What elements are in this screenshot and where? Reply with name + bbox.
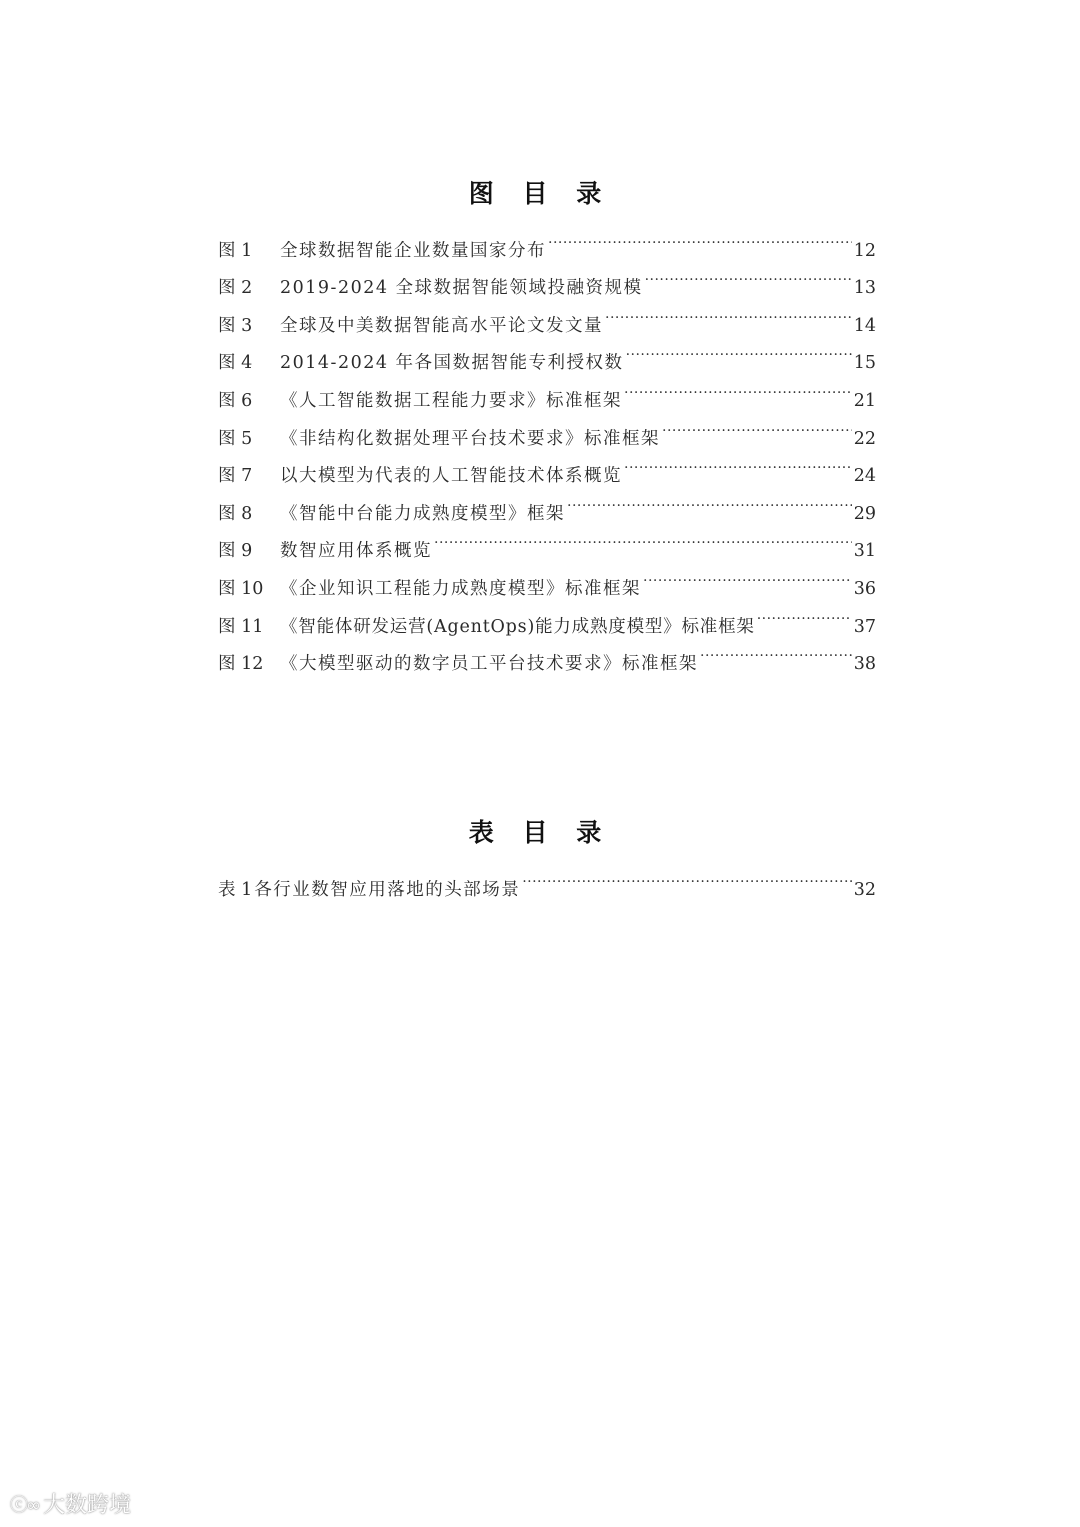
tables-toc (218, 857, 876, 900)
figures-toc (218, 218, 876, 675)
toc-entry-page: 24 (853, 466, 876, 487)
dot-leader (624, 444, 852, 482)
dot-leader (605, 293, 852, 331)
toc-entry-title: 各行业数智应用落地的头部场景 (254, 879, 521, 900)
toc-entry-page: 21 (853, 390, 876, 411)
dot-leader (567, 481, 852, 519)
toc-entry-table-1[interactable] (218, 857, 876, 900)
toc-entry-label: 图 7 (218, 466, 253, 487)
toc-entry-page: 32 (853, 879, 876, 900)
toc-entry-label: 图 12 (218, 654, 264, 675)
toc-entry-page: 38 (853, 654, 876, 675)
dot-leader (624, 368, 852, 406)
toc-entry-title: 2014-2024 年各国数据智能专利授权数 (280, 353, 624, 374)
toc-entry-label: 图 10 (218, 578, 264, 599)
toc-entry-label: 图 2 (218, 278, 253, 299)
toc-entry-title: 全球数据智能企业数量国家分布 (280, 240, 546, 261)
watermark-text: 大数跨境 (43, 1493, 132, 1518)
figures-toc-title: 图 目 录 (468, 179, 612, 208)
toc-entry-label: 图 6 (218, 390, 253, 411)
toc-entry-page: 37 (853, 616, 876, 637)
dot-leader (522, 857, 852, 895)
toc-entry-page: 29 (853, 503, 876, 524)
toc-entry-page: 14 (853, 315, 876, 336)
toc-entry-label: 表 1 (218, 879, 253, 900)
dot-leader (645, 256, 852, 294)
toc-entry-label: 图 5 (218, 428, 253, 449)
toc-entry-page: 36 (853, 578, 876, 599)
dot-leader (757, 594, 852, 632)
tables-toc-title: 表 目 录 (468, 818, 612, 847)
dot-leader (662, 406, 852, 444)
toc-entry-page: 12 (853, 240, 876, 261)
toc-entry-label: 图 9 (218, 541, 253, 562)
toc-entry-label: 图 8 (218, 503, 253, 524)
toc-entry-title: 《大模型驱动的数字员工平台技术要求》标准框架 (280, 654, 698, 675)
toc-entry-label: 图 3 (218, 315, 253, 336)
watermark (10, 1488, 131, 1519)
toc-entry-page: 31 (853, 541, 876, 562)
toc-entry-title: 2019-2024 全球数据智能领域投融资规模 (280, 278, 643, 299)
dot-leader (434, 519, 852, 557)
toc-entry-title: 《企业知识工程能力成熟度模型》标准框架 (280, 578, 641, 599)
dot-leader (626, 331, 852, 369)
toc-entry-label: 图 11 (218, 616, 264, 637)
toc-entry-title: 《人工智能数据工程能力要求》标准框架 (280, 390, 622, 411)
toc-entry-page: 13 (853, 278, 876, 299)
dot-leader (548, 218, 852, 256)
toc-entry-title: 《智能体研发运营(AgentOps)能力成熟度模型》标准框架 (280, 616, 755, 637)
toc-entry-page: 22 (853, 428, 876, 449)
dot-leader (643, 556, 852, 594)
toc-entry-title: 以大模型为代表的人工智能技术体系概览 (280, 466, 622, 487)
toc-entry-title: 《非结构化数据处理平台技术要求》标准框架 (280, 428, 660, 449)
toc-entry-label: 图 4 (218, 353, 253, 374)
toc-entry-figure-1[interactable] (218, 218, 876, 261)
watermark-logo-icon: ⓒ∞ (10, 1494, 39, 1516)
toc-entry-title: 数智应用体系概览 (280, 541, 432, 562)
toc-entry-title: 全球及中美数据智能高水平论文发文量 (280, 315, 603, 336)
dot-leader (700, 632, 852, 670)
toc-entry-page: 15 (853, 353, 876, 374)
toc-entry-label: 图 1 (218, 240, 253, 261)
toc-entry-title: 《智能中台能力成熟度模型》框架 (280, 503, 565, 524)
